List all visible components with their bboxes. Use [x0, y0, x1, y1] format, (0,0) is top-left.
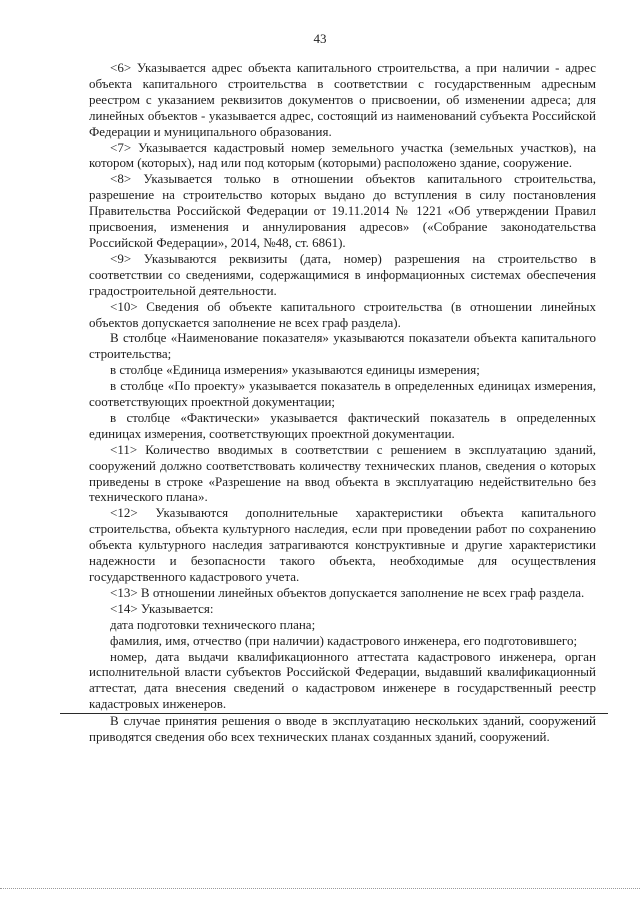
column-actual-paragraph: в столбце «Фактически» указывается фактический показатель в определенных единицах измерения, соответствующих проектной документации. [89, 409, 596, 441]
footnote-7: <7> Указывается кадастровый номер земельного участка (земельных участков), на котором (которых), над или под которым (которыми) расположено здание, сооружение. [89, 139, 596, 171]
footnote-14: <14> Указывается: [110, 600, 214, 616]
list-item-plan-date: дата подготовки технического плана; [110, 616, 316, 632]
horizontal-rule [60, 713, 608, 714]
list-item-certificate: номер, дата выдачи квалификационного аттестата кадастрового инженера, орган исполнительной власти субъектов Российской Федерации, выдавший квалификационный аттестат, дата внесения сведений о кадастровом инженере в государственный реестр кадастровых инженеров. [89, 648, 596, 712]
column-name-paragraph: В столбце «Наименование показателя» указываются показатели объекта капитального строительства; [89, 330, 596, 362]
scan-edge-line [0, 888, 640, 889]
closing-paragraph: В случае принятия решения о вводе в эксплуатацию нескольких зданий, сооружений приводятся сведения обо всех технических планах созданных зданий, сооружений. [89, 713, 596, 745]
column-unit-paragraph: в столбце «Единица измерения» указываются единицы измерения; [110, 362, 480, 378]
footnote-13: <13> В отношении линейных объектов допускается заполнение не всех граф раздела. [110, 584, 585, 600]
footnote-6: <6> Указывается адрес объекта капитального строительства, а при наличии - адрес объекта капитального строительства в соответствии с государственным адресным реестром с указанием реквизитов документов о присвоении, об изменении адреса; для линейных объектов - указывается адрес, состоящий из наименований субъекта Российской Федерации и муниципального образования. [89, 60, 596, 139]
footnote-10: <10> Сведения об объекте капитального строительства (в отношении линейных объектов допускается заполнение не всех граф раздела). [89, 298, 596, 330]
column-project-paragraph: в столбце «По проекту» указывается показатель в определенных единицах измерения, соответствующих проектной документации; [89, 378, 596, 410]
footnote-9: <9> Указываются реквизиты (дата, номер) разрешения на строительство в соответствии со сведениями, содержащимися в информационных системах обеспечения градостроительной деятельности. [89, 250, 596, 298]
footnote-11: <11> Количество вводимых в соответствии с решением в эксплуатацию зданий, сооружений должно соответствовать количеству технических планов, сведения о которых приведены в строке «Разрешение на ввод объекта в эксплуатацию недействительно без технического плана». [89, 441, 596, 505]
page-number: 43 [313, 31, 327, 46]
list-item-engineer-name: фамилия, имя, отчество (при наличии) кадастрового инженера, его подготовившего; [110, 632, 578, 648]
document-body [89, 60, 596, 745]
footnote-8: <8> Указывается только в отношении объектов капитального строительства, разрешение на строительство которых выдано до вступления в силу постановления Правительства Российской Федерации от 19.11.2014 № 1221 «Об утверждении Правил присвоения, изменения и аннулирования адресов» («Собрание законодательства Российской Федерации», 2014, №48, ст. 6861). [89, 171, 596, 250]
footnote-12: <12> Указываются дополнительные характеристики объекта капитального строительства, объекта культурного наследия, если при проведении работ по сохранению объекта культурного наследия затрагиваются конструктивные и другие характеристики надежности и безопасности такого объекта, необходимые для осуществления государственного кадастрового учета. [89, 505, 596, 584]
